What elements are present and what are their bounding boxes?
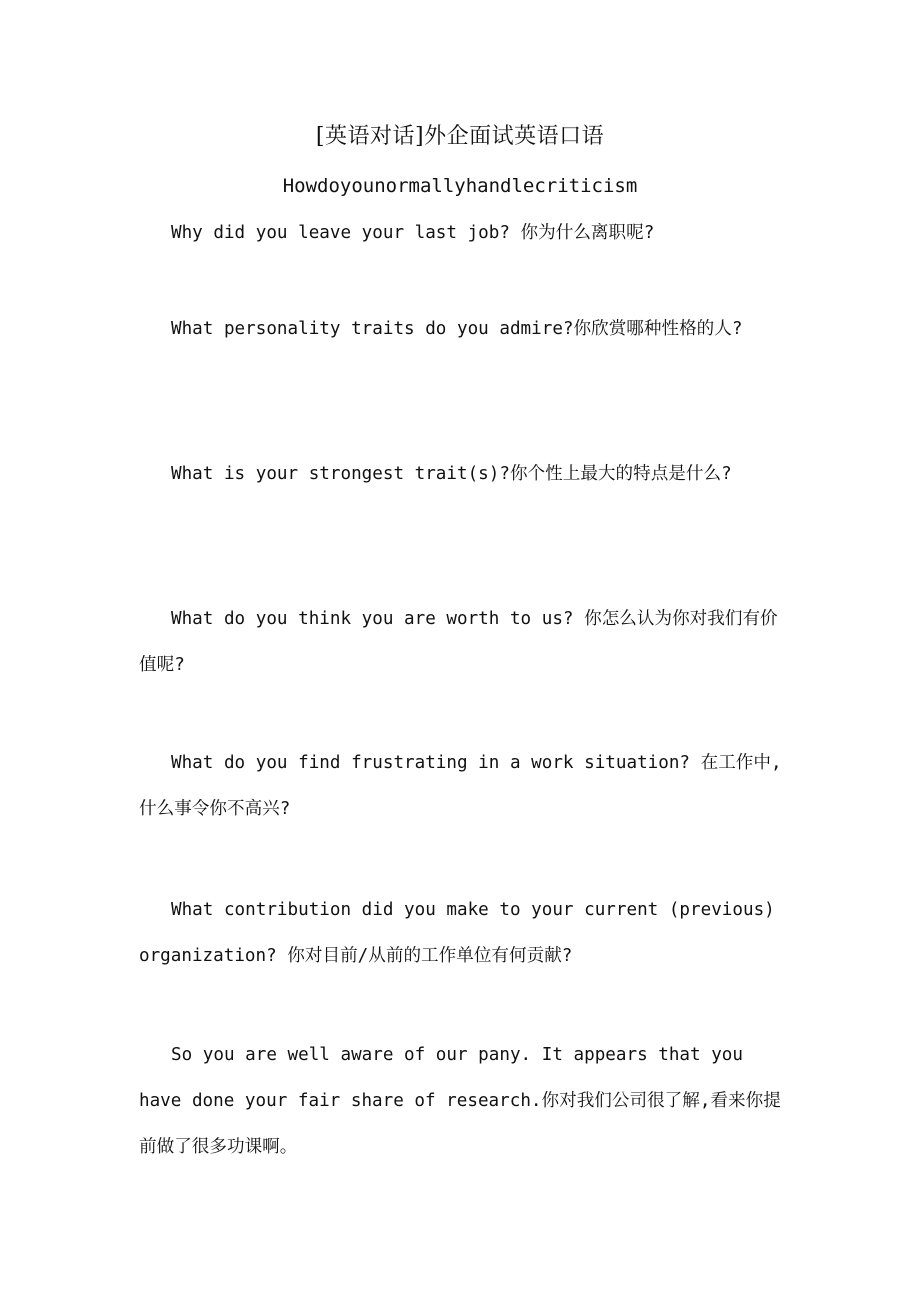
document-subtitle: Howdoyounormallyhandlecriticism (282, 175, 638, 197)
paragraph-1: Why did you leave your last job? 你为什么离职呢? (171, 223, 655, 243)
paragraph-2: What personality traits do you admire?你欣赏哪种性格的人? (171, 319, 743, 339)
paragraph-6: What contribution did you make to your current (previous) organization? 你对目前/从前的工作单位有何贡献? (139, 900, 775, 966)
paragraph-3: What is your strongest trait(s)?你个性上最大的特点是什么? (171, 464, 732, 484)
document-title: [英语对话]外企面试英语口语 (315, 124, 605, 149)
paragraph-7: So you are well aware of our pany. It appears that you have done your fair share of research.你对我们公司很了解,看来你提前做了很多功课啊。 (139, 1045, 781, 1157)
paragraph-4: What do you think you are worth to us? 你怎么认为你对我们有价值呢? (139, 609, 778, 675)
paragraph-5: What do you find frustrating in a work situation? 在工作中,什么事令你不高兴? (139, 753, 782, 819)
